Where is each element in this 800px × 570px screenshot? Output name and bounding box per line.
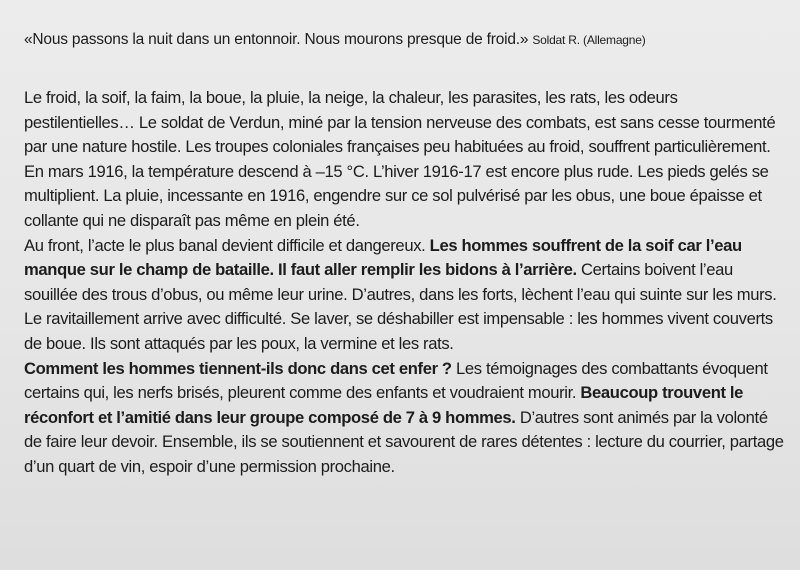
paragraph-2-text-end: Certains boivent l’eau souillée des trous d’obus, ou même leur urine. D’autres, dans les forts, lèchent l’eau qui suinte sur les murs. Le ravitaillement arrive avec difficulté. Se laver, se déshabiller est impensable : les hommes vivent couverts de boue. Ils sont attaqués par les poux, la vermine et les rats. [24, 260, 777, 353]
paragraph-3-text-end: D’autres sont animés par la volonté de faire leur devoir. Ensemble, ils se soutiennent et savourent de rares détentes : lecture du courrier, partage d’un quart de vin, espoir d’une permission prochaine. [24, 407, 784, 476]
epigraph-quote [24, 30, 784, 50]
paragraph-1-text: Le froid, la soif, la faim, la boue, la pluie, la neige, la chaleur, les parasites, les rats, les odeurs pestilentielles… Le soldat de Verdun, miné par la tension nerveuse des combats, est sans cesse tourmenté par une nature hostile. Les troupes coloniales françaises peu habituées au froid, souffrent particulièrement. En mars 1916, la température descend à –15 °C. L’hiver 1916-17 est encore plus rude. Les pieds gelés se multiplient. La pluie, incessante en 1916, engendre sur ce sol pulvérisé par les obus, une boue épaisse et collante qui ne disparaît pas même en plein été. [24, 88, 776, 230]
paragraph-3-question: Comment les hommes tiennent-ils donc dans cet enfer ? [24, 358, 452, 378]
paragraph-3-text-mid: Les témoignages des combattants évoquent certains qui, les nerfs brisés, pleurent comme des enfants et voudraient mourir. [24, 358, 768, 403]
paragraph-endurance [24, 357, 786, 480]
quote-text: «Nous passons la nuit dans un entonnoir. Nous mourons presque de froid.» [24, 31, 529, 48]
paragraph-hardships [24, 86, 786, 234]
paragraph-front-life [24, 234, 786, 357]
paragraph-3-emphasis: Beaucoup trouvent le réconfort et l’amitié dans leur groupe composé de 7 à 9 hommes. [24, 383, 744, 427]
body-text [24, 86, 786, 480]
paragraph-2-emphasis: Les hommes souffrent de la soif car l’eau manque sur le champ de bataille. Il faut aller remplir les bidons à l’arrière. [24, 235, 742, 280]
quote-attribution: Soldat R. (Allemagne) [532, 33, 646, 47]
paragraph-2-text-start: Au front, l’acte le plus banal devient difficile et dangereux. [24, 235, 430, 255]
